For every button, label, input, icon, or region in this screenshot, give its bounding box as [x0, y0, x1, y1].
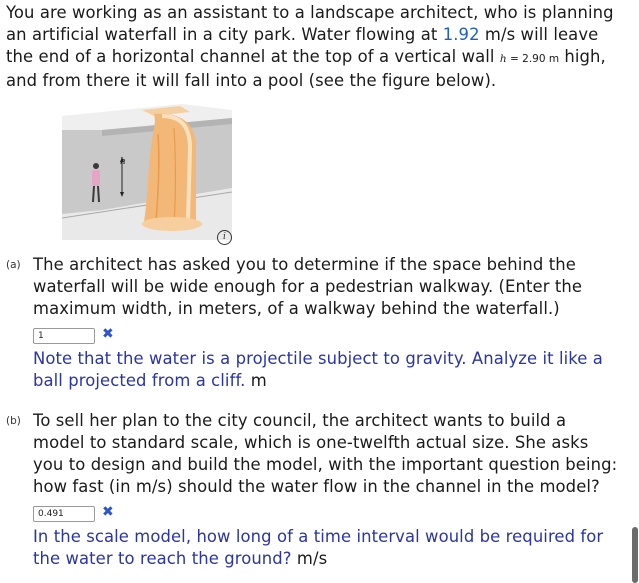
height-label: h: [120, 157, 126, 167]
info-icon[interactable]: i: [217, 230, 232, 245]
height-expression: [500, 53, 559, 65]
problem-statement: [6, 2, 618, 92]
part-b-label: (b): [6, 415, 21, 427]
part-a-question: The architect has asked you to determine if the space behind the waterfall will be wide enough for a pedestrian walkway. (Enter the maximum width, in meters, of a walkway behind the waterfall.): [33, 255, 583, 318]
intro-text-3: high, and from there it will fall into a pool (see the figure below).: [6, 47, 606, 90]
part-b-feedback: [33, 526, 621, 570]
splash-pool: [142, 217, 202, 231]
part-a: [6, 254, 621, 392]
scrollbar-thumb[interactable]: [632, 527, 638, 583]
part-a-unit: m: [250, 371, 267, 390]
incorrect-icon: ✖: [102, 326, 114, 342]
part-a-feedback: [33, 348, 621, 392]
part-b: [6, 410, 621, 570]
intro-text-2: m/s will leave the end of a horizontal channel at the top of a vertical wall: [6, 25, 599, 66]
part-b-question: To sell her plan to the city council, the architect wants to build a model to standard scale, which is one-twelfth actual size. She asks you to design and build the model, with the important question being: how fast (in m/s) should the water flow in the channel in the model?: [33, 411, 618, 496]
waterfall-figure: [62, 104, 232, 240]
height-value: = 2.90 m: [506, 53, 560, 65]
part-a-label: (a): [6, 259, 21, 271]
part-a-answer-input[interactable]: 1: [33, 328, 95, 344]
part-b-answer-input[interactable]: 0.491: [33, 506, 95, 522]
part-b-answer-row: [33, 506, 621, 524]
incorrect-icon: ✖: [102, 504, 114, 520]
part-b-unit: m/s: [296, 549, 328, 568]
part-b-feedback-text: In the scale model, how long of a time interval would be required for the water to reach the ground?: [33, 527, 604, 568]
part-a-answer-row: [33, 328, 621, 346]
height-variable: h: [499, 53, 507, 65]
intro-text-1: You are working as an assistant to a landscape architect, who is planning an artificial waterfall in a city park. Water flowing at: [6, 3, 614, 44]
part-a-feedback-text: Note that the water is a projectile subject to gravity. Analyze it like a ball projected from a cliff.: [33, 349, 603, 390]
speed-value: 1.92: [442, 25, 480, 44]
